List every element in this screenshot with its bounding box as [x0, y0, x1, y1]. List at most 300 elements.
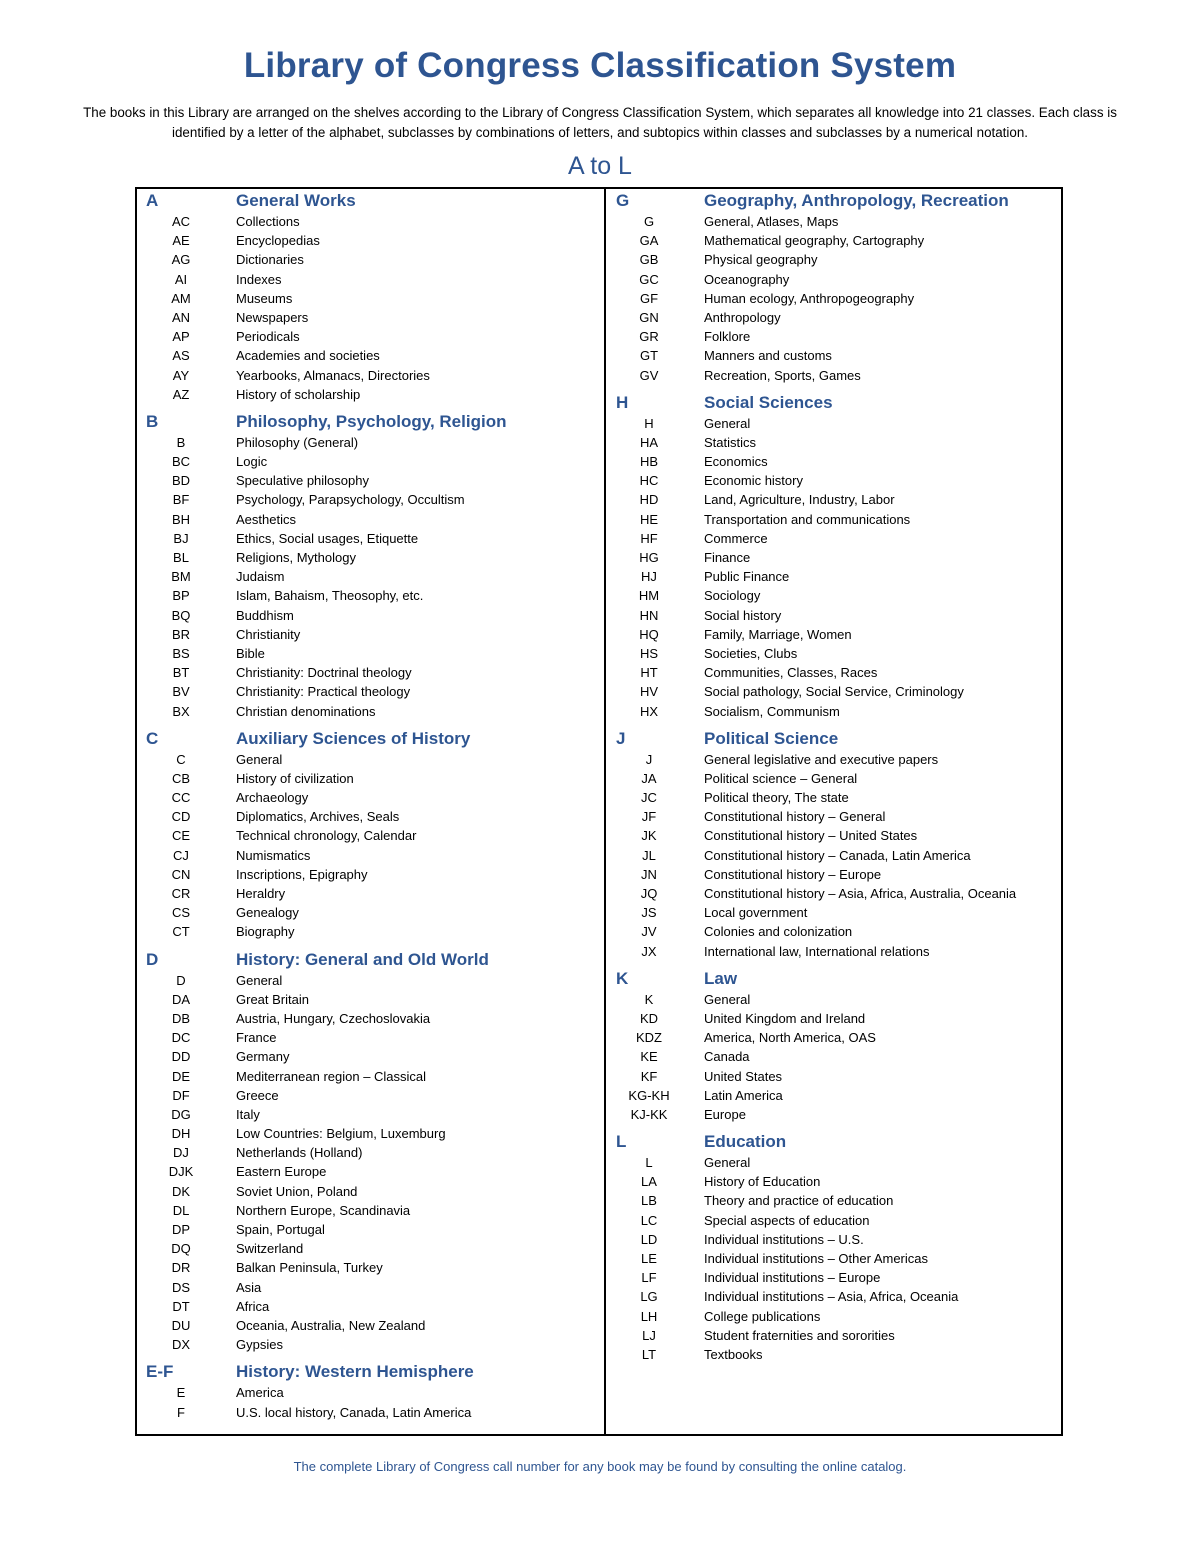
subclass-row [606, 452, 1062, 471]
subclass-description: Mathematical geography, Cartography [704, 233, 925, 249]
subclass-description: Statistics [704, 434, 757, 450]
subclass-code: CE [171, 828, 191, 844]
subclass-code: JN [641, 866, 657, 882]
subclass-row [606, 1047, 1062, 1066]
subclass-code: CD [171, 809, 191, 825]
class-heading [606, 727, 1062, 750]
subclass-description: Societies, Clubs [704, 645, 798, 661]
subclass-description: Netherlands (Holland) [236, 1145, 363, 1161]
subclass-description: Commerce [704, 530, 768, 546]
subclass-row [136, 750, 602, 769]
subclass-row [136, 971, 602, 990]
subclass-description: Sociology [704, 588, 761, 604]
subclass-description: Local government [704, 905, 808, 921]
subclass-row [606, 826, 1062, 845]
subclass-code: D [176, 972, 186, 988]
subclass-row [136, 606, 602, 625]
subclass-row [606, 606, 1062, 625]
subclass-description: General legislative and executive papers [704, 751, 939, 767]
class-heading [136, 948, 602, 971]
subclass-code: DH [171, 1126, 191, 1142]
subclass-description: History of Education [704, 1174, 821, 1190]
subclass-description: Individual institutions – Asia, Africa, Oceania [704, 1289, 959, 1305]
subclass-code: BJ [173, 530, 189, 546]
subclass-row [606, 846, 1062, 865]
subclass-description: Manners and customs [704, 348, 832, 364]
subclass-description: Economics [704, 454, 768, 470]
subclass-description: Christianity [236, 626, 301, 642]
subclass-description: Soviet Union, Poland [236, 1183, 358, 1199]
subclass-row [606, 625, 1062, 644]
subclass-description: Latin America [704, 1087, 783, 1103]
subclass-row [606, 1345, 1062, 1364]
class-letter: B [146, 411, 159, 431]
class-heading [606, 967, 1062, 990]
subclass-code: HJ [641, 569, 657, 585]
subclass-description: Gypsies [236, 1337, 283, 1353]
subclass-code: BV [172, 684, 190, 700]
subclass-row [136, 846, 602, 865]
subclass-description: Archaeology [236, 790, 309, 806]
subclass-code: DT [172, 1298, 190, 1314]
subclass-code: HS [639, 645, 659, 661]
subclass-row [606, 807, 1062, 826]
subclass-description: Eastern Europe [236, 1164, 327, 1180]
subclass-description: Buddhism [236, 607, 294, 623]
subclass-code: H [644, 415, 654, 431]
subclass-code: DK [171, 1183, 191, 1199]
subclass-row [136, 1182, 602, 1201]
subclass-row [136, 682, 602, 701]
subclass-row [136, 308, 602, 327]
subclass-description: Museums [236, 290, 293, 306]
subclass-row [136, 1403, 602, 1422]
subclass-row [606, 644, 1062, 663]
subclass-code: JQ [640, 886, 658, 901]
class-heading [136, 189, 602, 212]
subclass-code: JA [641, 770, 657, 786]
subclass-row [136, 289, 602, 308]
class-letter: L [616, 1132, 627, 1152]
subclass-row [606, 327, 1062, 346]
subclass-description: Communities, Classes, Races [704, 665, 878, 681]
subclass-description: Newspapers [236, 309, 309, 325]
subclass-row [606, 1028, 1062, 1047]
subclass-row [136, 807, 602, 826]
subclass-row [606, 567, 1062, 586]
subclass-description: United Kingdom and Ireland [704, 1010, 866, 1026]
subclass-row [606, 1153, 1062, 1172]
subclass-description: Ethics, Social usages, Etiquette [236, 530, 419, 546]
subclass-description: Northern Europe, Scandinavia [236, 1202, 411, 1218]
subclass-row [136, 1105, 602, 1124]
subclass-row [136, 529, 602, 548]
subclass-code: L [645, 1155, 653, 1171]
subclass-code: BD [171, 473, 191, 489]
subclass-description: Inscriptions, Epigraphy [236, 866, 368, 882]
subclass-description: Oceania, Australia, New Zealand [236, 1317, 426, 1333]
subclass-code: AY [172, 367, 190, 383]
class-letter: J [616, 728, 626, 748]
subclass-description: Folklore [704, 329, 751, 345]
subclass-row [136, 903, 602, 922]
subclass-description: Germany [236, 1049, 290, 1065]
subclass-row [136, 1028, 602, 1047]
subclass-code: BL [173, 550, 189, 565]
subclass-description: Religions, Mythology [236, 550, 356, 565]
subclass-code: GB [639, 252, 659, 268]
class-letter: K [616, 968, 629, 988]
class-name: Geography, Anthropology, Recreation [704, 191, 1009, 210]
subclass-code: HM [638, 588, 660, 604]
class-heading [606, 1130, 1062, 1153]
class-name: General Works [236, 191, 356, 210]
subclass-description: History of scholarship [236, 386, 361, 402]
subclass-code: BS [172, 645, 190, 661]
subclass-code: CB [171, 770, 191, 786]
subclass-row [606, 788, 1062, 807]
subclass-code: DG [171, 1106, 191, 1122]
subclass-code: HF [640, 530, 658, 546]
subclass-row [606, 903, 1062, 922]
subclass-description: United States [704, 1068, 783, 1084]
subclass-description: Economic history [704, 473, 803, 489]
subclass-description: Dictionaries [236, 252, 304, 268]
subclass-row [606, 682, 1062, 701]
subclass-description: France [236, 1030, 277, 1046]
subclass-code: HQ [639, 626, 659, 642]
subclass-row [606, 212, 1062, 231]
subclass-row [136, 990, 602, 1009]
subclass-description: Special aspects of education [704, 1212, 870, 1228]
subclass-code: BM [171, 569, 191, 585]
subclass-row [606, 414, 1062, 433]
subclass-description: Human ecology, Anthropogeography [704, 290, 915, 306]
subclass-code: DS [171, 1279, 191, 1295]
subclass-row [136, 1086, 602, 1105]
subclass-description: Individual institutions – Other Americas [704, 1251, 928, 1266]
subclass-row [606, 1172, 1062, 1191]
subclass-description: Theory and practice of education [704, 1193, 894, 1209]
subclass-row [136, 433, 602, 452]
subclass-code: AI [174, 271, 188, 287]
subclass-row [136, 1162, 602, 1181]
subclass-row [136, 366, 602, 385]
subclass-code: GR [639, 329, 659, 345]
subclass-row [136, 1239, 602, 1258]
subclass-description: Political theory, The state [704, 790, 849, 806]
subclass-description: Finance [704, 550, 751, 565]
subclass-code: HX [639, 703, 659, 719]
subclass-code: GA [639, 233, 659, 249]
subclass-description: Spain, Portugal [236, 1222, 325, 1237]
subclass-row [606, 769, 1062, 788]
subclass-description: America, North America, OAS [704, 1030, 876, 1046]
subclass-code: AG [171, 252, 191, 268]
subclass-code: DP [171, 1222, 191, 1237]
subclass-code: GV [639, 367, 659, 383]
subclass-row [606, 529, 1062, 548]
subclass-row [136, 625, 602, 644]
subclass-code: AN [171, 309, 191, 325]
subclass-code: F [177, 1404, 185, 1420]
subclass-code: GN [639, 309, 659, 325]
subclass-code: BR [171, 626, 191, 642]
subclass-code: GT [639, 348, 659, 364]
subclass-description: General [704, 1155, 751, 1171]
subclass-code: CS [171, 905, 191, 921]
subclass-row [606, 231, 1062, 250]
subclass-description: Canada [704, 1049, 750, 1065]
subclass-row [606, 1086, 1062, 1105]
subclass-row [606, 250, 1062, 269]
subclass-code: LT [641, 1346, 657, 1362]
subclass-code: LJ [642, 1327, 656, 1343]
subclass-row [606, 366, 1062, 385]
subclass-row [136, 1316, 602, 1335]
subclass-row [606, 346, 1062, 365]
subclass-description: Balkan Peninsula, Turkey [236, 1260, 383, 1276]
subclass-description: Land, Agriculture, Industry, Labor [704, 492, 895, 508]
subclass-row [136, 865, 602, 884]
subclass-code: JL [642, 847, 656, 863]
subclass-code: DB [171, 1010, 191, 1026]
subclass-code: JF [641, 809, 657, 825]
subclass-row [136, 1047, 602, 1066]
subclass-description: Student fraternities and sororities [704, 1327, 895, 1343]
intro-paragraph: The books in this Library are arranged on the shelves according to the Library of Congress Classification System, which separates all knowledge into 21 classes. Each class is identified by a letter of the alphabet, subclasses by combinations of letters, and subtopics within classes and subclasses by a numerical notation. [83, 105, 1117, 140]
subclass-row [606, 1249, 1062, 1268]
subclass-description: Technical chronology, Calendar [236, 828, 417, 844]
subclass-row [606, 1268, 1062, 1287]
subclass-row [136, 1009, 602, 1028]
subclass-code: AZ [172, 386, 190, 402]
subclass-description: Austria, Hungary, Czechoslovakia [236, 1010, 431, 1026]
subclass-code: BC [171, 454, 191, 470]
subclass-description: Christianity: Practical theology [236, 684, 411, 700]
subclass-row [136, 702, 602, 721]
subclass-code: DL [172, 1202, 190, 1218]
subclass-description: America [236, 1385, 284, 1401]
subclass-row [136, 663, 602, 682]
subclass-description: College publications [704, 1308, 821, 1324]
subclass-description: Encyclopedias [236, 233, 320, 249]
subclass-description: Social history [704, 607, 782, 623]
subclass-code: B [176, 434, 186, 450]
subclass-row [606, 663, 1062, 682]
subclass-code: DJK [168, 1164, 194, 1180]
class-name: Law [704, 968, 738, 988]
subclass-description: Europe [704, 1106, 746, 1122]
subclass-code: CT [172, 924, 190, 940]
subclass-code: BX [172, 703, 190, 719]
subclass-code: KF [640, 1068, 658, 1084]
subclass-row [606, 1326, 1062, 1345]
subclass-row [136, 1335, 602, 1354]
subclass-description: Constitutional history – General [704, 809, 886, 825]
subclass-code: HB [639, 454, 659, 470]
class-letter: H [616, 392, 629, 412]
subclass-description: Great Britain [236, 991, 309, 1007]
subclass-description: Constitutional history – United States [704, 828, 918, 844]
class-name: Political Science [704, 728, 839, 748]
class-heading [136, 1360, 602, 1383]
subclass-code: HE [639, 511, 659, 527]
subclass-description: Numismatics [236, 847, 311, 863]
subclass-code: AC [171, 214, 191, 229]
subclass-description: Political science – General [704, 770, 858, 786]
subclass-code: LE [641, 1251, 657, 1266]
subclass-description: Indexes [236, 271, 282, 287]
subclass-row [136, 270, 602, 289]
subclass-row [136, 884, 602, 903]
subclass-code: C [176, 751, 186, 767]
subclass-code: DX [171, 1337, 191, 1353]
subclass-code: LH [640, 1308, 658, 1324]
subclass-code: JX [641, 943, 657, 959]
subclass-description: Genealogy [236, 905, 299, 921]
left-column [136, 189, 602, 1422]
subclass-row [136, 567, 602, 586]
subclass-code: HN [639, 607, 659, 623]
subclass-description: Italy [236, 1106, 260, 1122]
subclass-row [136, 922, 602, 941]
subclass-row [606, 1067, 1062, 1086]
subclass-code: CN [171, 866, 191, 882]
subclass-code: JS [641, 905, 657, 921]
subclass-row [136, 1297, 602, 1316]
subclass-row [136, 788, 602, 807]
subclass-row [136, 1201, 602, 1220]
subclass-row [136, 644, 602, 663]
subclass-code: HD [639, 492, 659, 508]
subclass-row [136, 346, 602, 365]
subclass-row [606, 884, 1062, 903]
footer-note: The complete Library of Congress call number for any book may be found by consulting the online catalog. [293, 1459, 907, 1474]
subclass-row [136, 471, 602, 490]
subclass-description: Yearbooks, Almanacs, Directories [236, 367, 430, 383]
subclass-code: DF [172, 1087, 190, 1103]
subclass-row [606, 865, 1062, 884]
class-name: Auxiliary Sciences of History [236, 728, 471, 748]
class-letter: C [146, 728, 159, 748]
subclass-code: CR [171, 886, 191, 901]
subclass-code: DJ [173, 1145, 189, 1161]
subclass-description: Oceanography [704, 271, 790, 287]
subclass-code: AE [172, 233, 190, 249]
subclass-code: DE [171, 1068, 191, 1084]
subclass-code: CJ [173, 847, 189, 863]
range-label: A to L [568, 152, 632, 180]
class-name: Philosophy, Psychology, Religion [236, 411, 507, 431]
subclass-description: General [704, 415, 751, 431]
subclass-row [606, 586, 1062, 605]
subclass-row [606, 1191, 1062, 1210]
subclass-description: Social pathology, Social Service, Criminology [704, 684, 964, 700]
subclass-description: Speculative philosophy [236, 473, 369, 489]
subclass-description: Constitutional history – Asia, Africa, Australia, Oceania [704, 886, 1017, 901]
subclass-description: Colonies and colonization [704, 924, 853, 940]
subclass-row [606, 548, 1062, 567]
subclass-code: LF [641, 1270, 657, 1286]
subclass-description: Physical geography [704, 252, 818, 268]
subclass-row [136, 586, 602, 605]
subclass-code: HA [639, 434, 659, 450]
subclass-code: KJ-KK [630, 1106, 668, 1122]
subclass-description: Judaism [236, 569, 285, 585]
subclass-code: AP [172, 329, 190, 345]
subclass-description: Africa [236, 1298, 270, 1314]
subclass-row [606, 942, 1062, 961]
subclass-row [606, 490, 1062, 509]
subclass-description: Logic [236, 454, 268, 470]
subclass-code: JV [641, 924, 657, 940]
subclass-code: GC [639, 271, 659, 287]
subclass-code: AM [171, 290, 191, 306]
subclass-description: General [704, 991, 751, 1007]
subclass-code: AS [172, 348, 190, 364]
subclass-code: BF [172, 492, 190, 508]
subclass-row [606, 510, 1062, 529]
subclass-description: Islam, Bahaism, Theosophy, etc. [236, 588, 424, 604]
subclass-row [136, 327, 602, 346]
subclass-row [136, 490, 602, 509]
subclass-description: Switzerland [236, 1241, 304, 1257]
subclass-row [136, 212, 602, 231]
subclass-row [606, 433, 1062, 452]
subclass-code: DC [171, 1030, 191, 1046]
subclass-row [606, 1230, 1062, 1249]
subclass-description: Socialism, Communism [704, 703, 840, 719]
subclass-row [606, 750, 1062, 769]
subclass-description: Diplomatics, Archives, Seals [236, 809, 400, 825]
subclass-code: LA [641, 1174, 657, 1190]
subclass-row [136, 1124, 602, 1143]
subclass-row [606, 702, 1062, 721]
subclass-code: J [645, 751, 653, 767]
subclass-code: KE [640, 1049, 658, 1065]
subclass-row [606, 1307, 1062, 1326]
class-name: Education [704, 1132, 787, 1152]
subclass-row [606, 1211, 1062, 1230]
class-letter: A [146, 191, 159, 210]
class-letter: D [146, 949, 159, 969]
subclass-description: Family, Marriage, Women [704, 626, 852, 642]
subclass-row [606, 289, 1062, 308]
subclass-code: LG [640, 1289, 658, 1305]
subclass-description: Christian denominations [236, 703, 376, 719]
subclass-row [136, 1383, 602, 1402]
subclass-row [136, 452, 602, 471]
subclass-row [606, 990, 1062, 1009]
subclass-description: General [236, 972, 283, 988]
subclass-row [606, 922, 1062, 941]
subclass-code: BP [172, 588, 190, 604]
class-heading [606, 189, 1062, 212]
subclass-row [606, 1009, 1062, 1028]
subclass-description: Periodicals [236, 329, 300, 345]
subclass-code: KG-KH [628, 1087, 670, 1103]
subclass-description: Transportation and communications [704, 511, 911, 527]
subclass-code: LB [641, 1193, 657, 1209]
subclass-row [136, 1278, 602, 1297]
class-letter: G [616, 191, 630, 210]
subclass-code: JC [641, 790, 657, 806]
subclass-description: Constitutional history – Europe [704, 866, 882, 882]
class-heading [136, 410, 602, 433]
subclass-description: Psychology, Parapsychology, Occultism [236, 492, 465, 508]
subclass-code: JK [641, 828, 657, 844]
